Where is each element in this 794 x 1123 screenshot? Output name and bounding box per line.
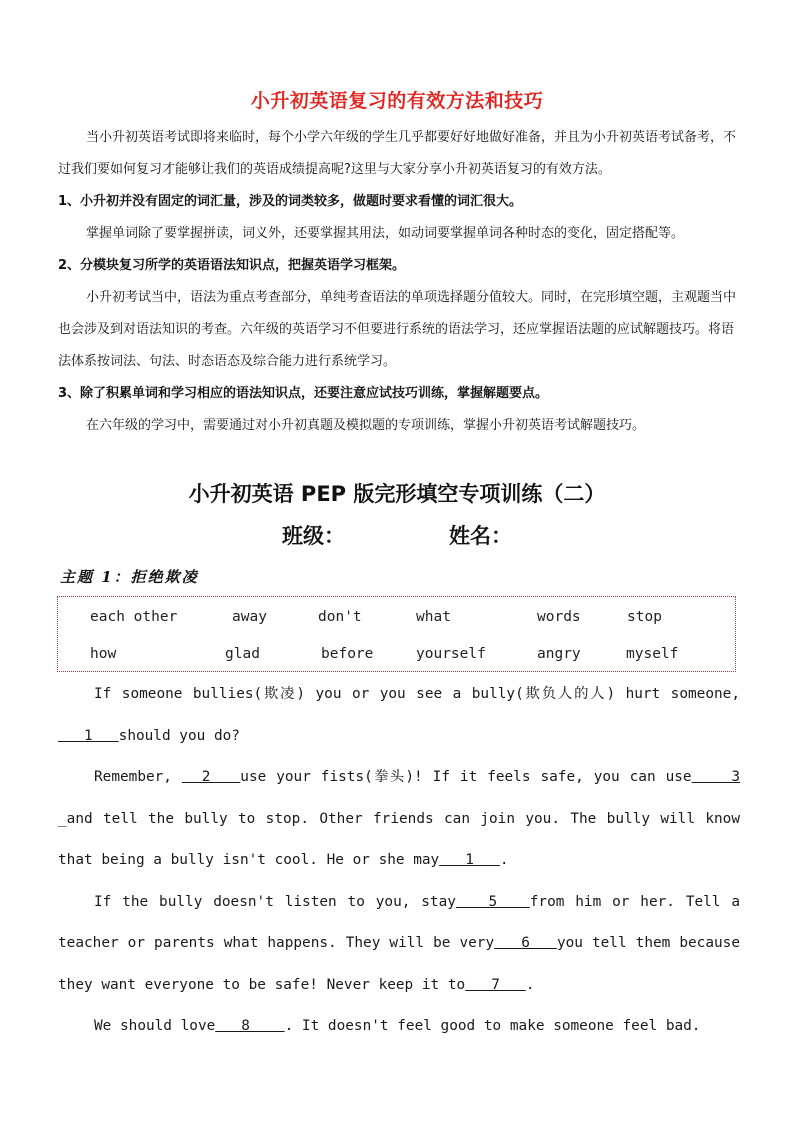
passage-text: We should love (94, 1018, 216, 1034)
word-bank-item: yourself (416, 646, 486, 662)
passage-text: should you do? (118, 727, 240, 744)
word-bank-item: before (321, 646, 374, 662)
student-info-line (0, 520, 794, 550)
passage-paragraph (58, 1006, 740, 1048)
class-label: 班级： (282, 524, 345, 548)
word-bank (57, 596, 736, 672)
passage-paragraph (58, 674, 740, 757)
passage-text: _and tell the bully to stop. Other friends can join you. The bully will know that being a bully isn't cool. He or she may (58, 810, 740, 868)
intro-title: 小升初英语复习的有效方法和技巧 (250, 90, 544, 112)
blank-1[interactable]: 1 (58, 727, 119, 744)
word-bank-item: glad (225, 646, 260, 662)
intro-paragraph: 小升初考试当中，语法为重点考查部分，单纯考查语法的单项选择题分值较大。同时，在完形填空题，主观题当中也会涉及到对语法知识的考查。六年级的英语学习不但要进行系统的语法学习，还应掌握语法题的应试解题技巧。将语法体系按词法、句法、时态语态及综合能力进行系统学习。 (58, 290, 737, 369)
passage-text: If the bully doesn't listen to you, stay (94, 893, 456, 910)
intro-section (58, 122, 740, 442)
blank-5[interactable]: 5 (455, 893, 530, 910)
passage-paragraph (58, 757, 740, 882)
word-bank-item: how (90, 646, 117, 662)
blank-7[interactable]: 7 (465, 976, 526, 993)
cloze-passage (58, 674, 740, 1048)
intro-paragraph: 掌握单词除了要掌握拼读，词义外，还要掌握其用法，如动词要掌握单词各种时态的变化，固定搭配等。 (86, 226, 685, 241)
passage-text: from him or her. Tell a teacher or parents what happens. They will be very (58, 893, 740, 951)
word-bank-item: myself (626, 646, 679, 662)
blank-3[interactable]: 3 (691, 769, 740, 785)
word-bank-item: words (537, 609, 581, 625)
name-label: 姓名： (449, 524, 512, 548)
word-bank-item: away (232, 609, 267, 625)
word-bank-item: each other (90, 609, 178, 625)
intro-heading: 2、分模块复习所学的英语语法知识点，把握英语学习框架。 (58, 258, 406, 273)
passage-text: . (499, 852, 509, 868)
passage-text: If someone bullies(欺凌) you or you see a bully(欺负人的人) hurt someone, (94, 686, 740, 702)
word-bank-item: don't (318, 609, 362, 625)
passage-text: . It doesn't feel good to make someone feel bad. (284, 1018, 701, 1034)
passage-paragraph (58, 882, 740, 1007)
blank-4[interactable]: 1 (439, 852, 500, 868)
blank-2[interactable]: 2 (181, 769, 241, 785)
blank-8[interactable]: 8 (215, 1018, 285, 1034)
passage-text: you tell them because they want everyone to be safe! Never keep it to (58, 935, 740, 993)
passage-text: Remember, (94, 769, 182, 785)
intro-heading: 3、除了积累单词和学习相应的语法知识点，还要注意应试技巧训练，掌握解题要点。 (58, 386, 549, 401)
passage-text: . (525, 976, 535, 993)
word-bank-item: stop (627, 609, 662, 625)
topic-heading: 主题 1：拒绝欺凌 (60, 568, 199, 586)
intro-paragraph: 当小升初英语考试即将来临时，每个小学六年级的学生几乎都要好好地做好准备，并且为小升初英语考试备考，不过我们要如何复习才能够让我们的英语成绩提高呢?这里与大家分享小升初英语复习的有效方法。 (58, 130, 737, 177)
intro-heading: 1、小升初并没有固定的词汇量，涉及的词类较多，做题时要求看懂的词汇很大。 (58, 194, 523, 209)
word-bank-item: angry (537, 646, 581, 662)
word-bank-item: what (416, 609, 451, 625)
passage-text: use your fists(拳头)! If it feels safe, you can use (240, 769, 692, 785)
intro-paragraph: 在六年级的学习中，需要通过对小升初真题及模拟题的专项训练，掌握小升初英语考试解题技巧。 (86, 418, 646, 433)
blank-6[interactable]: 6 (494, 935, 557, 951)
exercise-title: 小升初英语 PEP 版完形填空专项训练（二） (188, 482, 606, 506)
